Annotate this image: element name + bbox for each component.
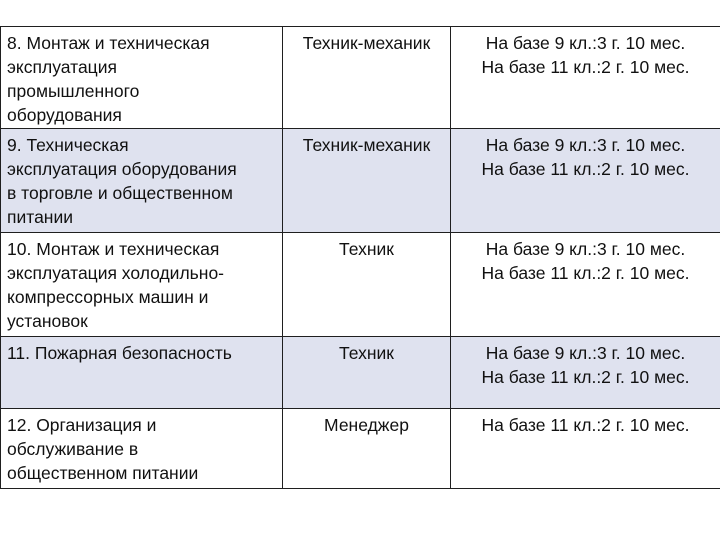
specialty-cell [1, 409, 283, 489]
qualification-text: Техник [339, 239, 394, 259]
specialty-text: 11. Пожарная безопасность [7, 343, 232, 363]
duration-text: На базе 11 кл.:2 г. 10 мес. [481, 57, 690, 77]
specialty-text: оборудования [7, 105, 122, 125]
specialty-cell [1, 129, 283, 233]
table-row [1, 27, 720, 129]
specialty-text: эксплуатация оборудования [7, 159, 237, 179]
qualification-text: Техник-механик [302, 33, 431, 53]
duration-text: На базе 9 кл.:3 г. 10 мес. [485, 135, 686, 155]
duration-text: На базе 11 кл.:2 г. 10 мес. [481, 415, 690, 435]
programs-table [0, 26, 720, 489]
qualification-cell [283, 27, 451, 129]
duration-text: На базе 11 кл.:2 г. 10 мес. [481, 367, 690, 387]
table-row [1, 337, 720, 409]
duration-cell [451, 27, 720, 129]
qualification-cell [283, 337, 451, 409]
duration-text: На базе 9 кл.:3 г. 10 мес. [485, 33, 686, 53]
table-row [1, 233, 720, 337]
specialty-text: эксплуатация [7, 57, 117, 77]
specialty-text: промышленного [7, 81, 140, 101]
duration-cell [451, 129, 720, 233]
qualification-text: Техник-механик [302, 135, 431, 155]
specialty-cell [1, 233, 283, 337]
qualification-cell [283, 233, 451, 337]
specialty-text: обслуживание в [7, 439, 139, 459]
specialty-text: питании [7, 207, 74, 227]
qualification-text: Менеджер [324, 415, 409, 435]
duration-text: На базе 9 кл.:3 г. 10 мес. [485, 343, 686, 363]
qualification-cell [283, 129, 451, 233]
duration-cell [451, 409, 720, 489]
qualification-text: Техник [339, 343, 394, 363]
specialty-text: 9. Техническая [7, 135, 129, 155]
duration-cell [451, 233, 720, 337]
qualification-cell [283, 409, 451, 489]
duration-text: На базе 11 кл.:2 г. 10 мес. [481, 159, 690, 179]
specialty-text: общественном питании [7, 463, 199, 483]
duration-text: На базе 11 кл.:2 г. 10 мес. [481, 263, 690, 283]
table-row [1, 409, 720, 489]
specialty-text: 12. Организация и [7, 415, 157, 435]
specialty-text: 10. Монтаж и техническая [7, 239, 220, 259]
specialty-text: в торговле и общественном [7, 183, 233, 203]
specialty-text: эксплуатация холодильно- [7, 263, 225, 283]
specialty-text: установок [7, 311, 88, 331]
table-row [1, 129, 720, 233]
duration-cell [451, 337, 720, 409]
duration-text: На базе 9 кл.:3 г. 10 мес. [485, 239, 686, 259]
specialty-text: 8. Монтаж и техническая [7, 33, 210, 53]
specialty-text: компрессорных машин и [7, 287, 209, 307]
specialty-cell [1, 27, 283, 129]
specialty-cell [1, 337, 283, 409]
